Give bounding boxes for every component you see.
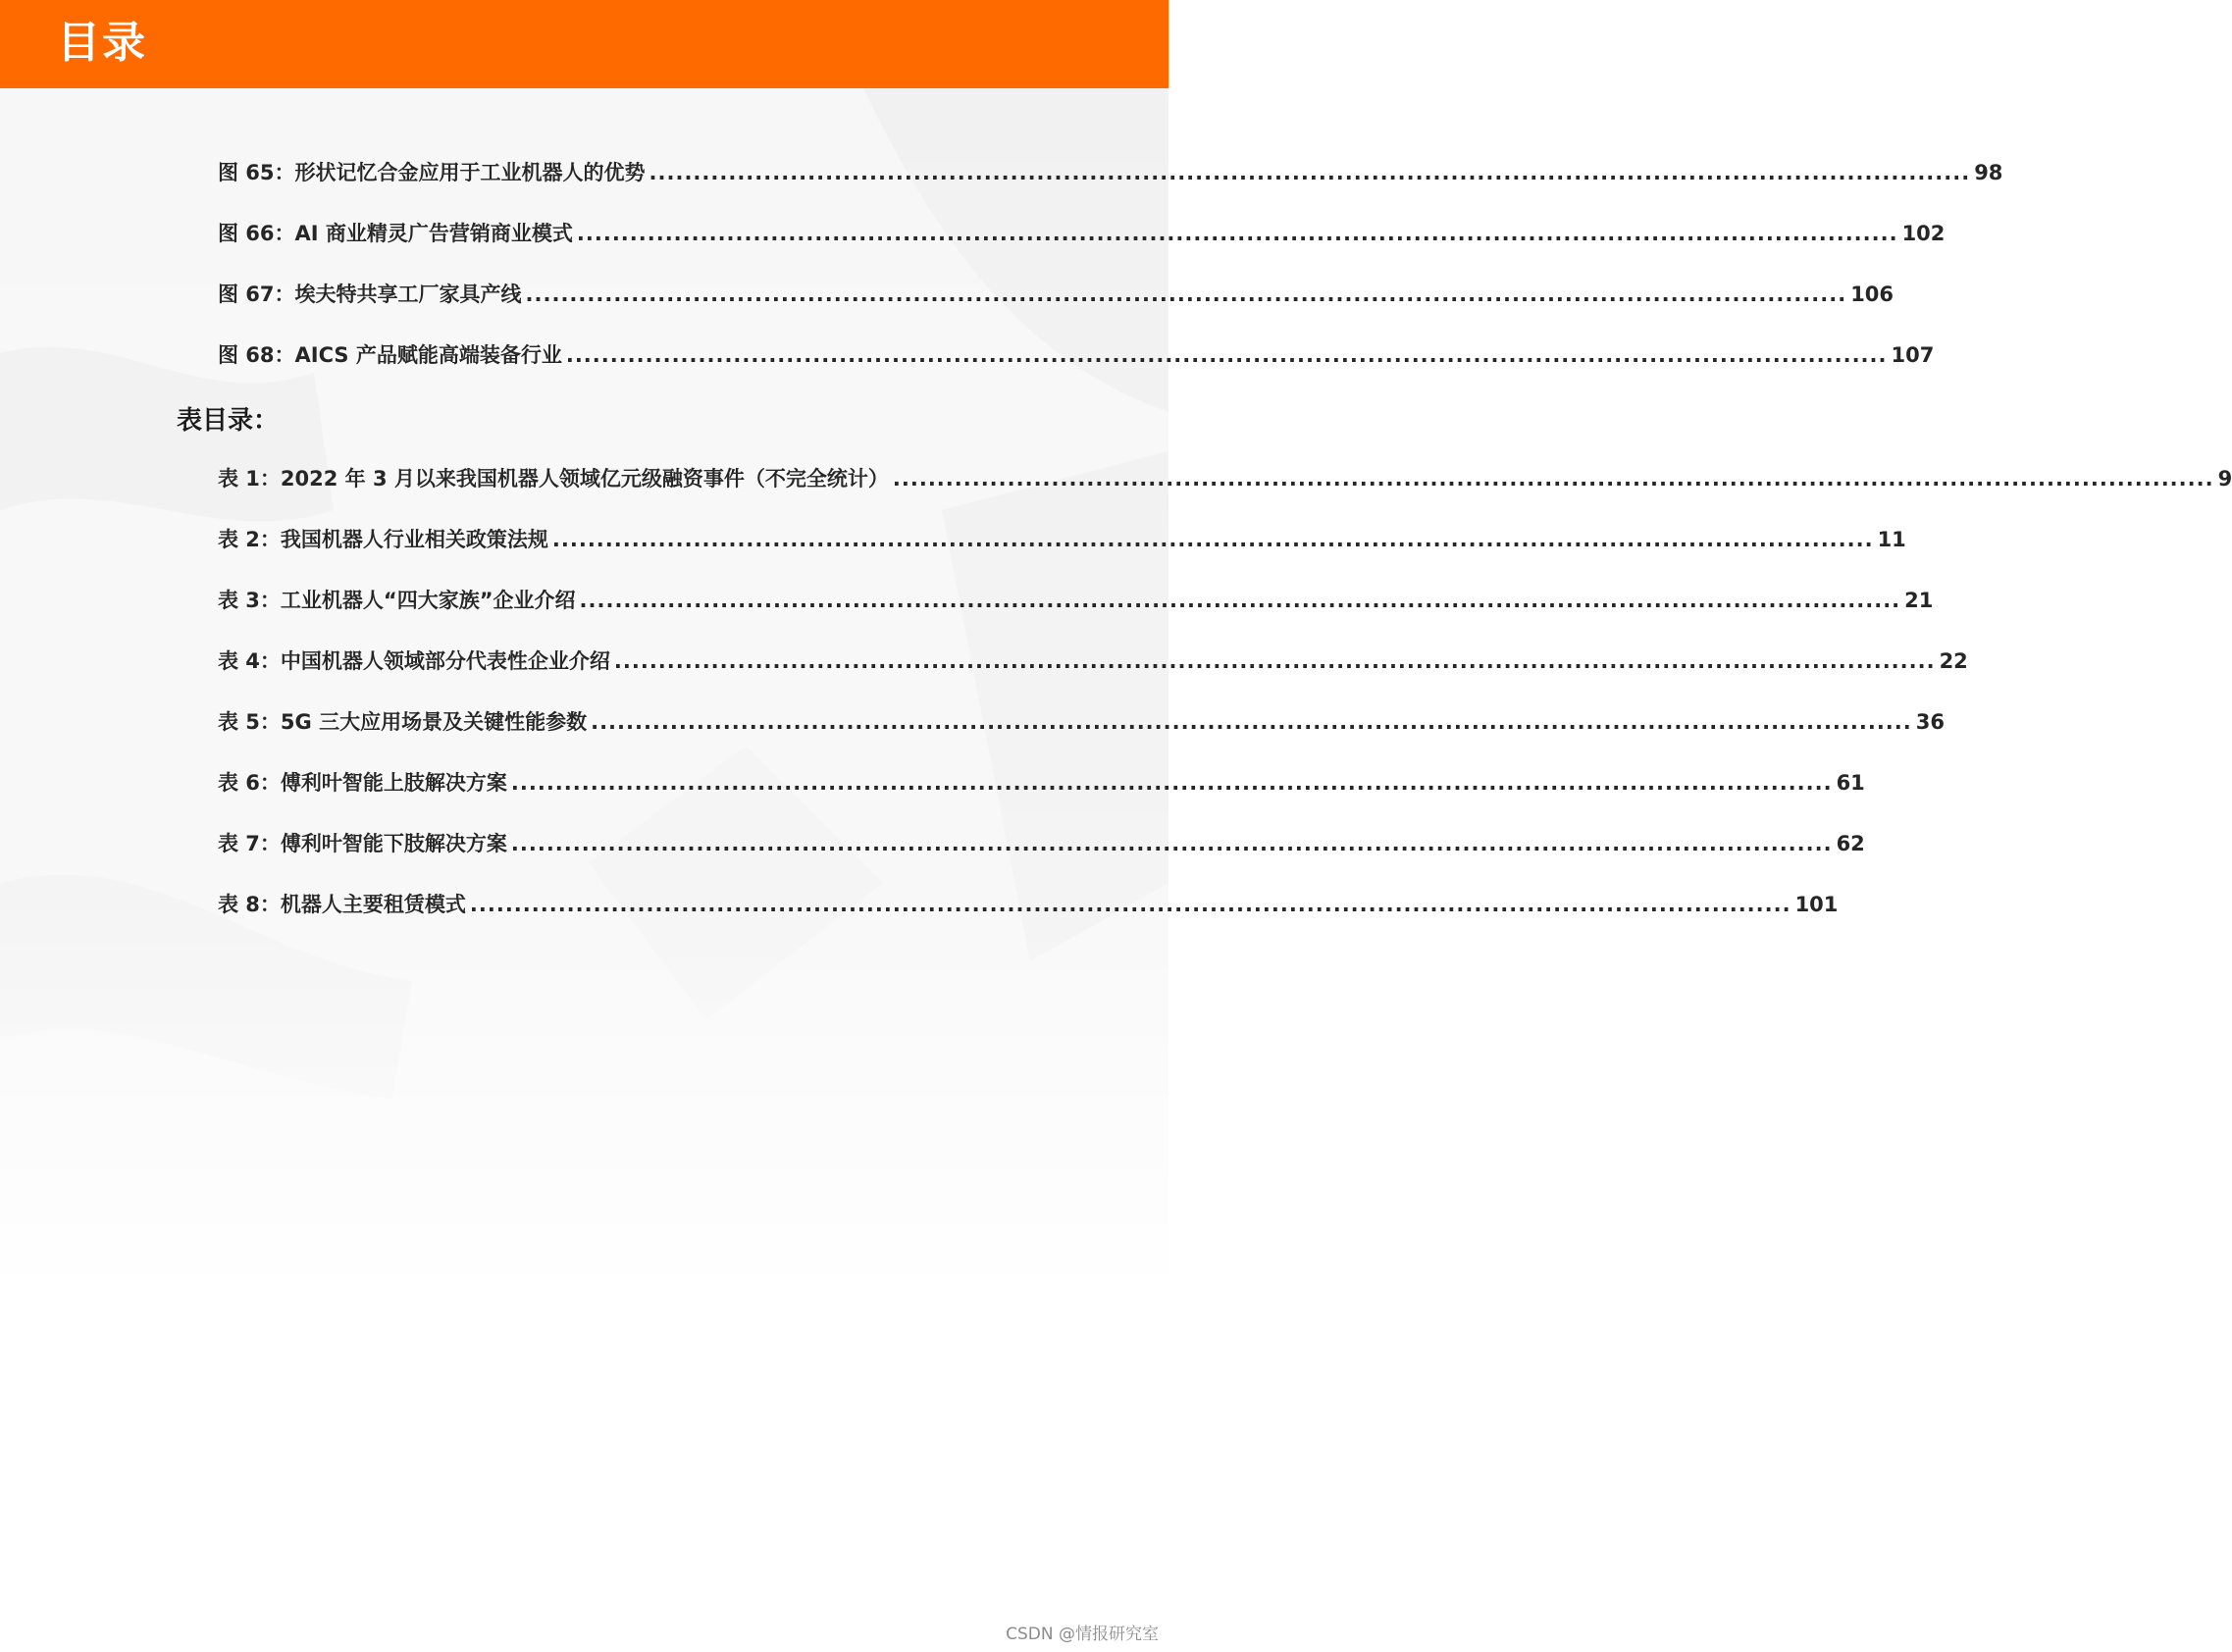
page-title: 目录: [57, 18, 147, 68]
toc-leader-dots: ......................................................................................................................................................: [510, 832, 1833, 855]
toc-entry-page: 61: [1836, 771, 1865, 795]
toc-entry-label: 图 67：埃夫特共享工厂家具产线: [218, 283, 522, 306]
toc-entry-page: 102: [1901, 222, 1946, 245]
toc-entry-label: 图 68：AICS 产品赋能高端装备行业: [218, 343, 562, 367]
toc-leader-dots: ......................................................................................................................................................: [525, 283, 1847, 306]
toc-entry-table-6[interactable]: [218, 767, 1865, 799]
toc-entry-page: 62: [1836, 832, 1865, 855]
toc-entry-label: 表 5：5G 三大应用场景及关键性能参数: [218, 710, 588, 734]
toc-entry-page: 98: [1974, 161, 2003, 184]
header-bar: [0, 0, 1168, 88]
toc-entry-label: 表 7：傅利叶智能下肢解决方案: [218, 832, 507, 855]
toc-entry-page: 107: [1891, 343, 1935, 367]
toc-leader-dots: ......................................................................................................................................................: [892, 467, 2214, 490]
toc-entry-page: 101: [1794, 893, 1839, 916]
toc-leader-dots: ......................................................................................................................................................: [649, 161, 1971, 184]
toc-entry-figure-68[interactable]: [218, 339, 1935, 371]
toc-entry-figure-66[interactable]: [218, 218, 1946, 249]
toc-entry-label: 图 66：AI 商业精灵广告营销商业模式: [218, 222, 573, 245]
toc-leader-dots: ......................................................................................................................................................: [591, 710, 1912, 734]
toc-leader-dots: ......................................................................................................................................................: [579, 589, 1901, 612]
toc-entry-page: 9: [2217, 467, 2232, 490]
toc-leader-dots: ......................................................................................................................................................: [565, 343, 1888, 367]
toc-entry-table-1[interactable]: [218, 463, 2232, 494]
toc-entry-figure-65[interactable]: [218, 157, 2003, 188]
toc-entry-table-5[interactable]: [218, 706, 1945, 738]
watermark-text: CSDN @情报研究室: [1006, 1625, 1159, 1644]
toc-entry-figure-67[interactable]: [218, 279, 1895, 310]
toc-entry-page: 11: [1877, 528, 1906, 551]
toc-entry-label: 表 1：2022 年 3 月以来我国机器人领域亿元级融资事件（不完全统计）: [218, 467, 889, 490]
toc-entry-page: 21: [1904, 589, 1934, 612]
toc-entry-label: 表 2：我国机器人行业相关政策法规: [218, 528, 548, 551]
toc-entry-table-2[interactable]: [218, 524, 1906, 555]
toc-entry-label: 图 65：形状记忆合金应用于工业机器人的优势: [218, 161, 646, 184]
toc-entry-table-7[interactable]: [218, 828, 1865, 859]
toc-entry-label: 表 6：傅利叶智能上肢解决方案: [218, 771, 507, 795]
toc-entry-page: 22: [1939, 649, 1968, 673]
toc-entry-page: 106: [1850, 283, 1895, 306]
toc-entry-page: 36: [1915, 710, 1945, 734]
toc-leader-dots: ......................................................................................................................................................: [469, 893, 1791, 916]
tables-section-heading: 表目录：: [177, 406, 280, 436]
toc-entry-table-8[interactable]: [218, 889, 1839, 920]
toc-entry-label: 表 8：机器人主要租赁模式: [218, 893, 466, 916]
toc-entry-label: 表 3：工业机器人“四大家族”企业介绍: [218, 589, 576, 612]
toc-entry-table-4[interactable]: [218, 645, 1968, 677]
toc-entry-label: 表 4：中国机器人领域部分代表性企业介绍: [218, 649, 610, 673]
toc-entry-table-3[interactable]: [218, 585, 1934, 616]
toc-leader-dots: ......................................................................................................................................................: [510, 771, 1833, 795]
toc-leader-dots: ......................................................................................................................................................: [551, 528, 1874, 551]
toc-leader-dots: ......................................................................................................................................................: [613, 649, 1936, 673]
toc-leader-dots: ......................................................................................................................................................: [576, 222, 1898, 245]
